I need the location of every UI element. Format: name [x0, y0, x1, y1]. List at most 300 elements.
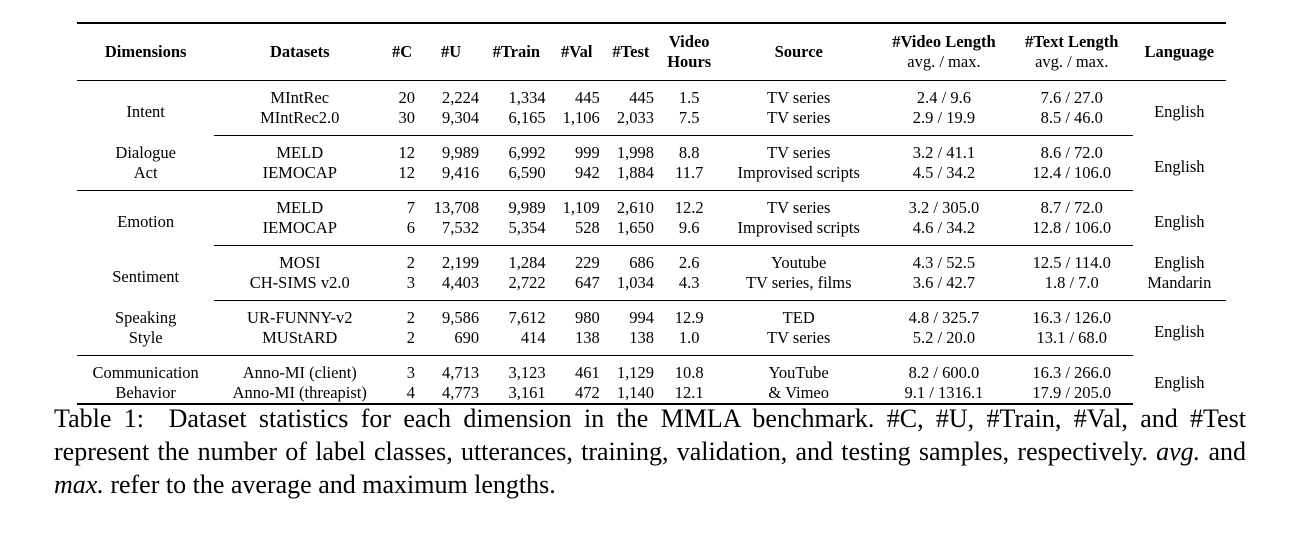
text-length-cell-value: 8.6 / 72.0: [1040, 143, 1103, 162]
column-header-label: #C: [392, 42, 413, 61]
val-cell-value: 942: [575, 163, 600, 182]
test-cell: [604, 383, 658, 404]
train-cell: [483, 246, 550, 274]
table-row: [77, 218, 1226, 246]
text-length-cell: [1011, 218, 1133, 246]
test-cell: [604, 328, 658, 356]
train-cell: [483, 81, 550, 109]
language-label: English: [1154, 321, 1205, 341]
val-cell: [550, 301, 604, 329]
dataset-cell-value: CH-SIMS v2.0: [249, 273, 350, 292]
val-cell-value: 445: [575, 88, 600, 107]
classes-cell: [385, 328, 419, 356]
classes-cell: [385, 108, 419, 136]
val-cell: [550, 356, 604, 384]
test-cell-value: 1,998: [616, 143, 654, 162]
video-length-cell-value: 3.2 / 305.0: [908, 198, 980, 217]
video-length-cell: [877, 191, 1011, 219]
dataset-cell-value: MIntRec2.0: [260, 108, 340, 127]
val-cell: [550, 246, 604, 274]
source-cell: [720, 301, 877, 329]
header-row: [77, 23, 1226, 81]
column-header-label: #Video Length: [892, 32, 996, 51]
source-cell: [720, 356, 877, 384]
train-cell-value: 7,612: [508, 308, 546, 327]
video-length-cell-value: 9.1 / 1316.1: [904, 383, 984, 402]
text-length-cell: [1011, 301, 1133, 329]
utterances-cell-value: 4,403: [441, 273, 480, 292]
dimension-cell: [77, 163, 214, 191]
test-cell-value: 1,129: [616, 363, 654, 382]
table-row: [77, 273, 1226, 301]
source-cell: [720, 108, 877, 136]
test-cell: [604, 108, 658, 136]
video-hours-cell: [658, 218, 720, 246]
table-row: [77, 356, 1226, 384]
source-cell-value: TED: [782, 308, 815, 327]
video-length-cell: [877, 218, 1011, 246]
test-cell: [604, 163, 658, 191]
test-cell-value: 686: [629, 253, 654, 272]
classes-cell-value: 6: [406, 218, 415, 237]
caption-avg: avg.: [1156, 437, 1201, 466]
language-cell: [1133, 81, 1226, 136]
video-length-cell-value: 4.3 / 52.5: [912, 253, 976, 272]
classes-cell-value: 2: [406, 308, 415, 327]
text-length-cell-value: 13.1 / 68.0: [1036, 328, 1108, 347]
dimension-label: Speaking: [114, 307, 177, 327]
source-cell: [720, 328, 877, 356]
column-header-sublabel: avg. / max.: [907, 52, 981, 71]
classes-cell-value: 3: [406, 273, 415, 292]
video-hours-cell-value: 11.7: [675, 163, 704, 182]
dimension-cell: [77, 356, 214, 384]
video-length-cell-value: 4.6 / 34.2: [912, 218, 976, 237]
table-row: [77, 383, 1226, 404]
dimension-label: Behavior: [115, 383, 176, 402]
val-cell-value: 461: [575, 363, 600, 382]
val-cell-value: 138: [575, 328, 600, 347]
video-length-cell-value: 4.8 / 325.7: [908, 308, 980, 327]
dataset-cell-value: MOSI: [279, 253, 321, 272]
test-cell: [604, 273, 658, 301]
val-cell-value: 528: [575, 218, 600, 237]
dataset-cell-value: MUStARD: [262, 328, 338, 347]
classes-cell-value: 30: [398, 108, 415, 127]
utterances-cell: [419, 81, 483, 109]
utterances-cell-value: 2,224: [441, 88, 480, 107]
test-cell-value: 138: [629, 328, 654, 347]
classes-cell-value: 12: [398, 143, 415, 162]
classes-cell: [385, 191, 419, 219]
video-hours-cell-value: 10.8: [674, 363, 704, 382]
train-cell-value: 9,989: [508, 198, 546, 217]
train-cell: [483, 108, 550, 136]
train-cell: [483, 301, 550, 329]
dataset-statistics-table: [77, 22, 1226, 405]
utterances-cell: [419, 136, 483, 164]
video-hours-cell: [658, 246, 720, 274]
language-cell: [1133, 301, 1226, 356]
video-length-cell: [877, 163, 1011, 191]
classes-cell: [385, 273, 419, 301]
dataset-cell: [214, 328, 385, 356]
column-header: [720, 23, 877, 81]
column-header: [658, 23, 720, 81]
source-cell: [720, 81, 877, 109]
text-length-cell: [1011, 108, 1133, 136]
classes-cell: [385, 163, 419, 191]
test-cell-value: 2,033: [616, 108, 654, 127]
column-header-label: Video: [668, 32, 710, 51]
dimension-cell: [77, 136, 214, 164]
train-cell: [483, 273, 550, 301]
video-hours-cell-value: 9.6: [678, 218, 700, 237]
source-cell-value: Improvised scripts: [737, 163, 860, 182]
dataset-cell-value: IEMOCAP: [262, 218, 337, 237]
utterances-cell-value: 9,304: [441, 108, 480, 127]
utterances-cell-value: 9,416: [441, 163, 480, 182]
caption-max: max.: [54, 470, 104, 499]
video-hours-cell-value: 2.6: [678, 253, 700, 272]
column-header: [419, 23, 483, 81]
language-label: English: [1154, 373, 1205, 393]
val-cell: [550, 136, 604, 164]
text-length-cell-value: 8.7 / 72.0: [1040, 198, 1103, 217]
val-cell: [550, 328, 604, 356]
text-length-cell: [1011, 136, 1133, 164]
dataset-cell-value: MELD: [276, 143, 324, 162]
dimension-label: Intent: [126, 101, 165, 121]
utterances-cell: [419, 273, 483, 301]
dataset-cell: [214, 136, 385, 164]
test-cell-value: 1,650: [616, 218, 654, 237]
utterances-cell: [419, 191, 483, 219]
video-hours-cell-value: 4.3: [678, 273, 700, 292]
text-length-cell: [1011, 328, 1133, 356]
dimension-cell: [77, 301, 214, 329]
text-length-cell: [1011, 356, 1133, 384]
utterances-cell: [419, 383, 483, 404]
source-cell-value: TV series: [767, 108, 831, 127]
dimension-cell: [77, 328, 214, 356]
dataset-cell: [214, 383, 385, 404]
dataset-cell: [214, 191, 385, 219]
classes-cell: [385, 301, 419, 329]
train-cell-value: 414: [520, 328, 546, 347]
test-cell: [604, 301, 658, 329]
dataset-cell: [214, 163, 385, 191]
utterances-cell-value: 7,532: [441, 218, 480, 237]
video-length-cell: [877, 273, 1011, 301]
val-cell-value: 472: [575, 383, 600, 402]
val-cell-value: 229: [575, 253, 600, 272]
language-label: Mandarin: [1147, 273, 1212, 292]
classes-cell: [385, 246, 419, 274]
dimension-label: Dialogue: [115, 142, 176, 162]
video-hours-cell-value: 7.5: [678, 108, 700, 127]
dimension-label: Communication: [92, 363, 199, 382]
video-hours-cell: [658, 301, 720, 329]
utterances-cell-value: 2,199: [441, 253, 480, 272]
text-length-cell-value: 1.8 / 7.0: [1044, 273, 1099, 292]
utterances-cell-value: 9,989: [441, 143, 480, 162]
video-hours-cell: [658, 273, 720, 301]
source-cell-value: TV series: [767, 198, 831, 217]
classes-cell: [385, 136, 419, 164]
test-cell-value: 2,610: [616, 198, 654, 217]
video-length-cell-value: 2.4 / 9.6: [916, 88, 971, 107]
text-length-cell-value: 17.9 / 205.0: [1032, 383, 1112, 402]
train-cell-value: 3,161: [508, 383, 546, 402]
test-cell-value: 445: [629, 88, 654, 107]
caption-label: Table 1:: [54, 404, 144, 433]
test-cell-value: 1,884: [616, 163, 654, 182]
column-header-label: #Text Length: [1025, 32, 1119, 51]
val-cell-value: 980: [575, 308, 600, 327]
column-header-label: #Val: [560, 42, 593, 61]
train-cell-value: 6,590: [508, 163, 546, 182]
source-cell-value: Improvised scripts: [737, 218, 860, 237]
test-cell: [604, 191, 658, 219]
classes-cell: [385, 218, 419, 246]
language-label: English: [1154, 101, 1205, 121]
utterances-cell: [419, 301, 483, 329]
video-hours-cell-value: 1.0: [678, 328, 700, 347]
train-cell-value: 6,992: [508, 143, 546, 162]
video-hours-cell-value: 1.5: [678, 88, 700, 107]
dataset-cell-value: UR-FUNNY-v2: [247, 308, 353, 327]
source-cell-value: TV series: [767, 88, 831, 107]
val-cell: [550, 218, 604, 246]
dataset-cell: [214, 218, 385, 246]
caption-text-1: Dataset statistics for each dimension in the MMLA benchmark. #C, #U, #Train, #Val, and #Test represent the number of label classes, utterances, training, validation, and testing samples, respectively.: [54, 404, 1247, 466]
train-cell-value: 5,354: [508, 218, 546, 237]
train-cell: [483, 383, 550, 404]
utterances-cell-value: 4,713: [441, 363, 480, 382]
table-caption: [54, 402, 1246, 501]
text-length-cell: [1011, 246, 1133, 274]
val-cell: [550, 163, 604, 191]
utterances-cell-value: 690: [454, 328, 480, 347]
column-header-label: Language: [1144, 42, 1215, 61]
classes-cell-value: 4: [406, 383, 415, 402]
column-header: [214, 23, 385, 81]
train-cell-value: 1,334: [508, 88, 546, 107]
text-length-cell-value: 12.4 / 106.0: [1032, 163, 1112, 182]
language-label: English: [1154, 252, 1205, 272]
video-hours-cell: [658, 191, 720, 219]
language-cell: [1133, 273, 1226, 301]
source-cell: [720, 218, 877, 246]
classes-cell: [385, 81, 419, 109]
caption-and: and: [1208, 437, 1247, 466]
video-length-cell-value: 8.2 / 600.0: [908, 363, 980, 382]
classes-cell-value: 2: [406, 253, 415, 272]
text-length-cell: [1011, 191, 1133, 219]
source-cell-value: TV series: [767, 328, 831, 347]
utterances-cell-value: 9,586: [441, 308, 480, 327]
utterances-cell-value: 4,773: [441, 383, 480, 402]
table-row: [77, 136, 1226, 164]
source-cell-value: YouTube: [768, 363, 829, 382]
train-cell: [483, 328, 550, 356]
classes-cell-value: 3: [406, 363, 415, 382]
video-hours-cell-value: 12.9: [674, 308, 704, 327]
test-cell-value: 994: [629, 308, 654, 327]
table-row: [77, 163, 1226, 191]
text-length-cell-value: 12.5 / 114.0: [1032, 253, 1111, 272]
train-cell-value: 3,123: [508, 363, 546, 382]
table-row: [77, 108, 1226, 136]
val-cell-value: 1,106: [562, 108, 600, 127]
column-header: [550, 23, 604, 81]
val-cell: [550, 273, 604, 301]
text-length-cell-value: 7.6 / 27.0: [1040, 88, 1103, 107]
test-cell: [604, 136, 658, 164]
column-header-label: Dimensions: [104, 42, 187, 61]
source-cell: [720, 136, 877, 164]
text-length-cell: [1011, 273, 1133, 301]
dataset-cell-value: MELD: [276, 198, 324, 217]
utterances-cell-value: 13,708: [433, 198, 480, 217]
classes-cell-value: 20: [398, 88, 415, 107]
dataset-cell: [214, 273, 385, 301]
val-cell-value: 1,109: [562, 198, 600, 217]
val-cell: [550, 81, 604, 109]
train-cell: [483, 136, 550, 164]
language-cell: [1133, 191, 1226, 246]
language-label: English: [1154, 156, 1205, 176]
table-row: [77, 191, 1226, 219]
video-length-cell-value: 3.6 / 42.7: [912, 273, 976, 292]
source-cell: [720, 383, 877, 404]
text-length-cell: [1011, 383, 1133, 404]
language-label: English: [1154, 211, 1205, 231]
dimension-cell: [77, 383, 214, 404]
column-header: [385, 23, 419, 81]
val-cell-value: 999: [575, 143, 600, 162]
text-length-cell-value: 16.3 / 266.0: [1032, 363, 1112, 382]
test-cell: [604, 81, 658, 109]
train-cell: [483, 356, 550, 384]
column-header: [483, 23, 550, 81]
column-header: [1133, 23, 1226, 81]
source-cell: [720, 191, 877, 219]
classes-cell: [385, 383, 419, 404]
dataset-cell-value: Anno-MI (client): [242, 363, 357, 382]
source-cell-value: TV series, films: [745, 273, 852, 292]
table-header: [77, 23, 1226, 81]
dataset-cell-value: IEMOCAP: [262, 163, 337, 182]
video-length-cell-value: 2.9 / 19.9: [912, 108, 976, 127]
classes-cell-value: 7: [406, 198, 415, 217]
dimension-cell: [77, 246, 214, 301]
video-hours-cell: [658, 328, 720, 356]
val-cell-value: 647: [575, 273, 600, 292]
val-cell: [550, 383, 604, 404]
train-cell-value: 6,165: [508, 108, 546, 127]
video-length-cell: [877, 383, 1011, 404]
video-length-cell-value: 4.5 / 34.2: [912, 163, 976, 182]
classes-cell-value: 12: [398, 163, 415, 182]
train-cell: [483, 191, 550, 219]
utterances-cell: [419, 163, 483, 191]
video-length-cell: [877, 136, 1011, 164]
video-hours-cell: [658, 136, 720, 164]
utterances-cell: [419, 246, 483, 274]
video-length-cell-value: 5.2 / 20.0: [912, 328, 976, 347]
test-cell-value: 1,034: [616, 273, 654, 292]
dimension-label: Style: [128, 328, 163, 347]
val-cell: [550, 191, 604, 219]
column-header-label: Datasets: [269, 42, 330, 61]
test-cell-value: 1,140: [616, 383, 654, 402]
column-header-sublabel: avg. / max.: [1035, 52, 1109, 71]
table-row: [77, 246, 1226, 274]
column-header-label: #U: [440, 42, 462, 61]
source-cell-value: Youtube: [771, 253, 827, 272]
video-hours-cell: [658, 356, 720, 384]
column-header-sublabel: Hours: [667, 52, 712, 71]
train-cell: [483, 218, 550, 246]
column-header: [877, 23, 1011, 81]
video-length-cell: [877, 301, 1011, 329]
video-hours-cell: [658, 163, 720, 191]
dataset-cell-value: MIntRec: [270, 88, 330, 107]
video-length-cell: [877, 81, 1011, 109]
video-hours-cell-value: 12.2: [674, 198, 704, 217]
dataset-cell-value: Anno-MI (threapist): [232, 383, 367, 402]
column-header-label: #Train: [492, 42, 541, 61]
classes-cell: [385, 356, 419, 384]
utterances-cell: [419, 356, 483, 384]
video-hours-cell-value: 12.1: [674, 383, 704, 402]
column-header: [1011, 23, 1133, 81]
dataset-cell: [214, 81, 385, 109]
val-cell: [550, 108, 604, 136]
source-cell-value: & Vimeo: [768, 383, 829, 402]
table-row: [77, 301, 1226, 329]
video-hours-cell: [658, 108, 720, 136]
source-cell: [720, 246, 877, 274]
column-header-label: #Test: [612, 42, 650, 61]
video-length-cell: [877, 246, 1011, 274]
column-header-label: Source: [774, 42, 823, 61]
table-row: [77, 328, 1226, 356]
test-cell: [604, 246, 658, 274]
dataset-cell: [214, 301, 385, 329]
dataset-cell: [214, 356, 385, 384]
text-length-cell: [1011, 163, 1133, 191]
language-cell: [1133, 136, 1226, 191]
source-cell: [720, 163, 877, 191]
video-length-cell-value: 3.2 / 41.1: [912, 143, 976, 162]
text-length-cell-value: 16.3 / 126.0: [1032, 308, 1112, 327]
video-hours-cell: [658, 81, 720, 109]
dimension-cell: [77, 81, 214, 136]
table-body: [77, 81, 1226, 405]
dimension-cell: [77, 191, 214, 246]
text-length-cell-value: 12.8 / 106.0: [1032, 218, 1112, 237]
caption-text-2: refer to the average and maximum lengths.: [110, 470, 556, 499]
dimension-label: Emotion: [117, 211, 175, 231]
text-length-cell-value: 8.5 / 46.0: [1040, 108, 1103, 127]
classes-cell-value: 2: [406, 328, 415, 347]
video-hours-cell: [658, 383, 720, 404]
source-cell: [720, 273, 877, 301]
test-cell: [604, 356, 658, 384]
